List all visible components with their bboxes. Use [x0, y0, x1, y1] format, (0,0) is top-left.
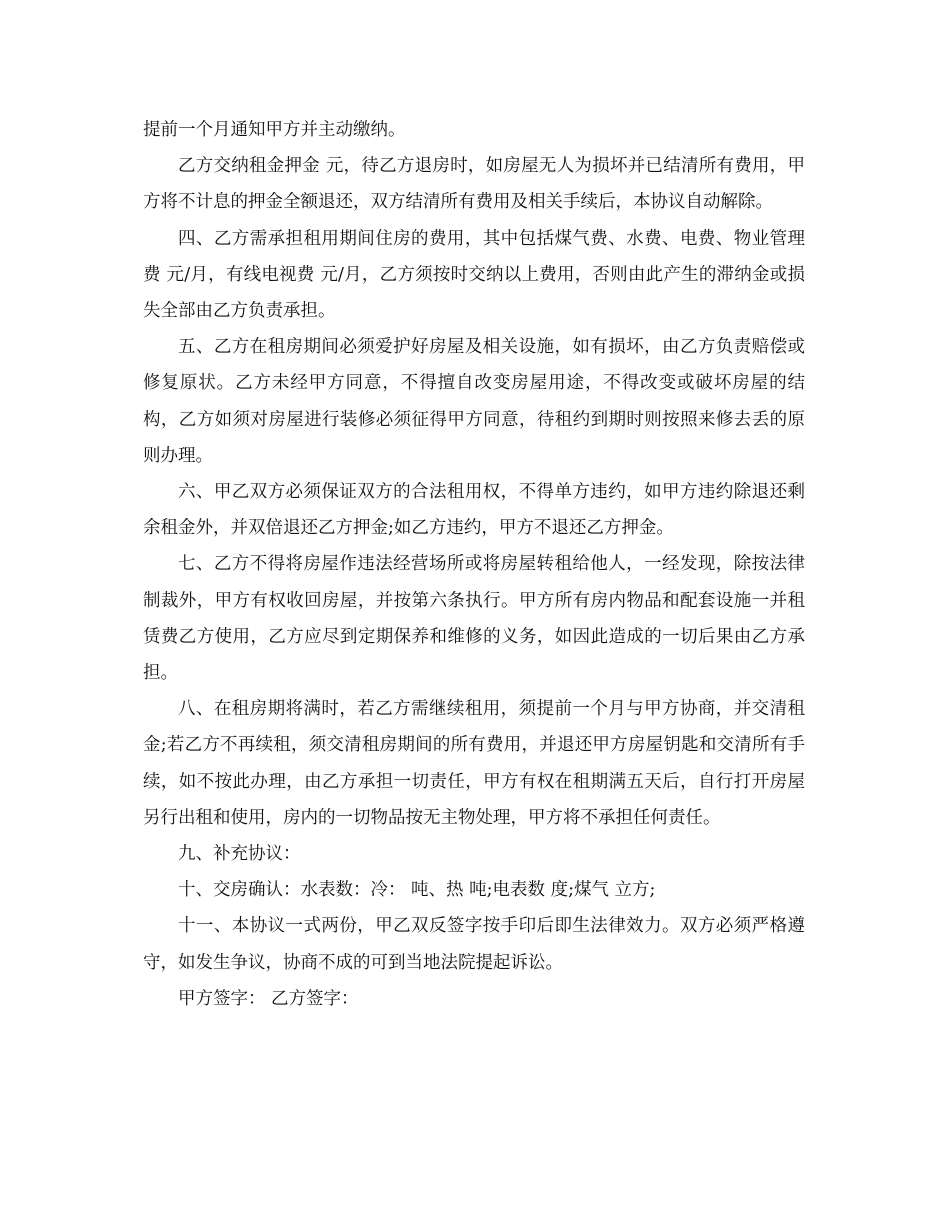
paragraph-clause-6: 六、甲乙双方必须保证双方的合法租用权，不得单方违约，如甲方违约除退还剩余租金外，并双倍退还乙方押金;如乙方违约，甲方不退还乙方押金。: [143, 482, 805, 539]
paragraph-clause-9: 九、补充协议：: [178, 844, 301, 865]
paragraph-clause-8: 八、在租房期将满时，若乙方需继续租用，须提前一个月与甲方协商，并交清租金;若乙方不再续租，须交清租房期间的所有费用，并退还甲方房屋钥匙和交清所有手续，如不按此办理，由乙方承担一切责任，甲方有权在租期满五天后，自行打开房屋另行出租和使用，房内的一切物品按无主物处理，甲方将不承担任何责任。: [143, 699, 805, 828]
paragraph-clause-10: 十、交房确认：水表数：冷： 吨、热 吨;电表数 度;煤气 立方;: [178, 880, 656, 901]
paragraph-clause-11: 十一、本协议一式两份，甲乙双反签字按手印后即生法律效力。双方必须严格遵守，如发生争议，协商不成的可到当地法院提起诉讼。: [143, 916, 805, 973]
paragraph-deposit: 乙方交纳租金押金 元，待乙方退房时，如房屋无人为损坏并已结清所有费用，甲方将不计息的押金全额退还，双方结清所有费用及相关手续后，本协议自动解除。: [143, 156, 805, 213]
paragraph-clause-4: 四、乙方需承担租用期间住房的费用，其中包括煤气费、水费、电费、物业管理费 元/月，有线电视费 元/月，乙方须按时交纳以上费用，否则由此产生的滞纳金或损失全部由乙方负责承担。: [143, 228, 805, 322]
document-body: [143, 112, 805, 1017]
paragraph-clause-7: 七、乙方不得将房屋作违法经营场所或将房屋转租给他人，一经发现，除按法律制裁外，甲方有权收回房屋，并按第六条执行。甲方所有房内物品和配套设施一并租赁费乙方使用，乙方应尽到定期保养和维修的义务，如因此造成的一切后果由乙方承担。: [143, 554, 805, 684]
paragraph-continuation: 提前一个月通知甲方并主动缴纳。: [143, 120, 406, 140]
signature-line: 甲方签字： 乙方签字：: [178, 988, 359, 1009]
paragraph-clause-5: 五、乙方在租房期间必须爱护好房屋及相关设施，如有损坏，由乙方负责赔偿或修复原状。乙方未经甲方同意，不得擅自改变房屋用途，不得改变或破坏房屋的结构，乙方如须对房屋进行装修必须征得甲方同意，待租约到期时则按照来修去丢的原则办理。: [143, 337, 805, 466]
